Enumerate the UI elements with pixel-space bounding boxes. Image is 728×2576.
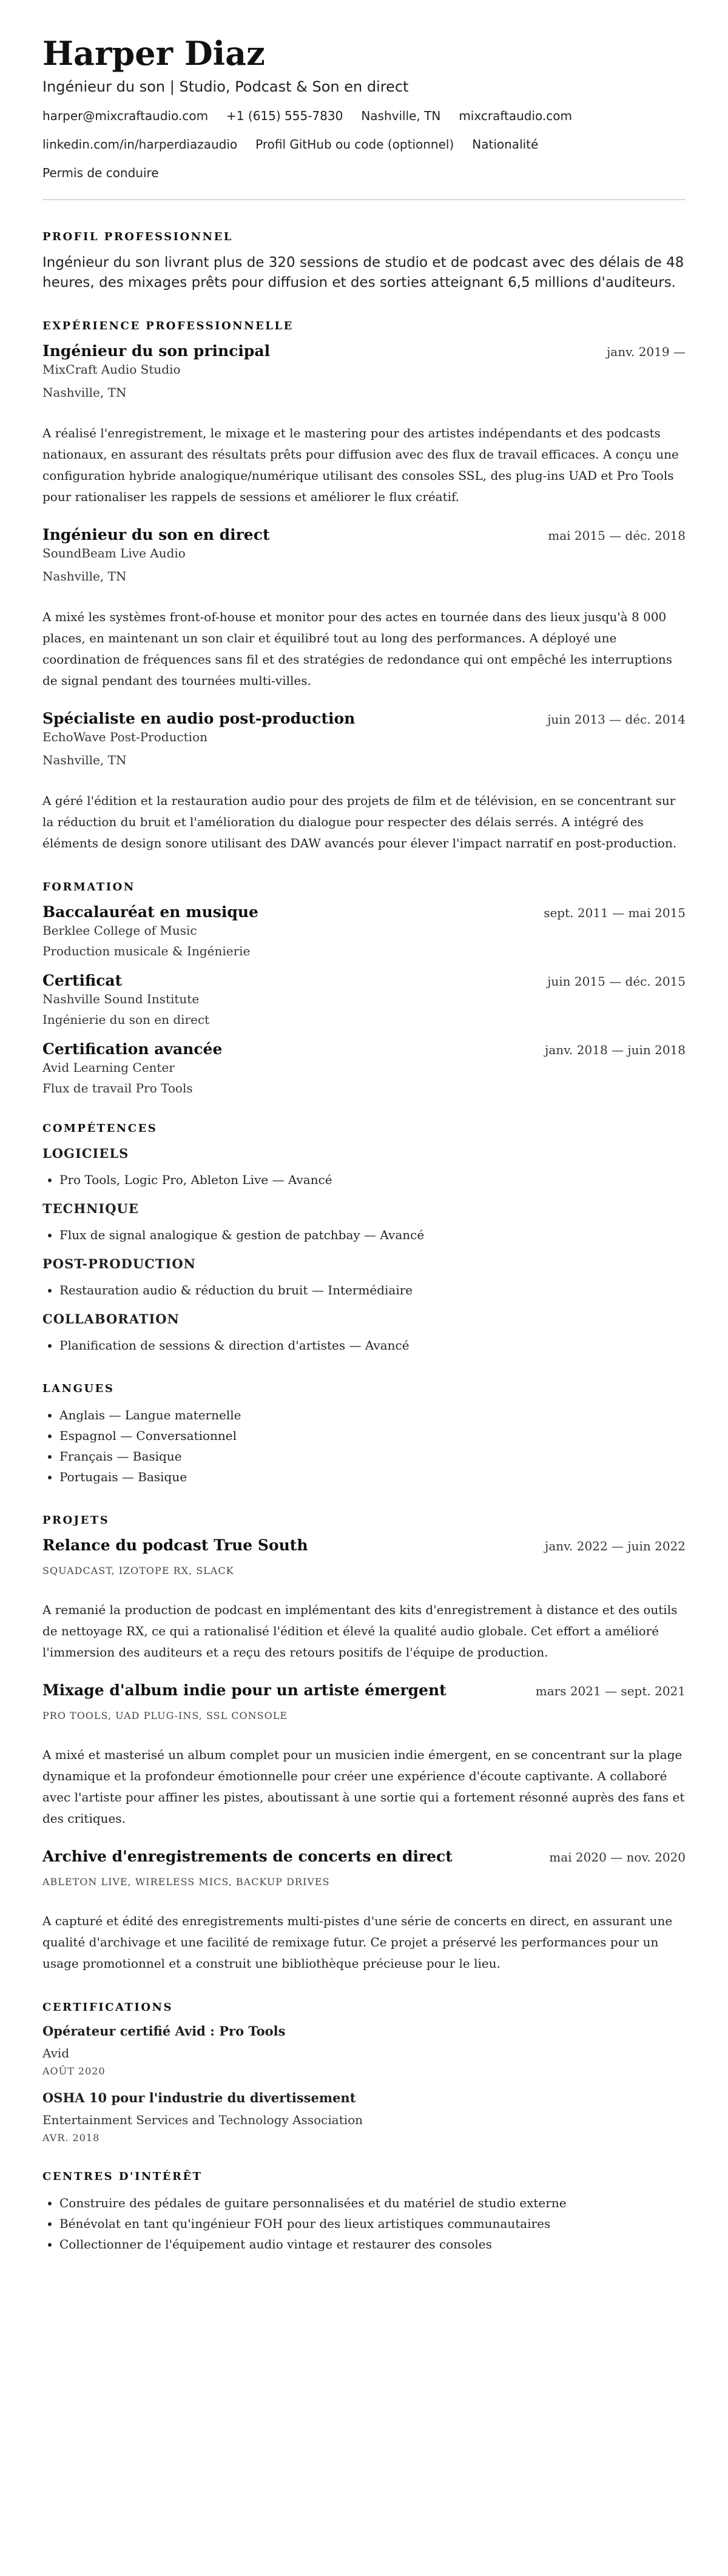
school-name: Avid Learning Center <box>42 1060 175 1075</box>
summary-section <box>42 230 686 294</box>
languages-section <box>42 1382 686 1487</box>
certification-issuer: Avid <box>42 2046 70 2061</box>
degree-title: Certification avancée <box>42 1040 223 1058</box>
degree-title: Certificat <box>42 972 123 990</box>
school-name: Nashville Sound Institute <box>42 992 200 1007</box>
degree-title: Baccalauréat en musique <box>42 903 258 921</box>
job-dates: mai 2015 — déc. 2018 <box>548 528 686 543</box>
job-location: Nashville, TN <box>42 569 127 584</box>
education-entry <box>42 972 686 1027</box>
list-item: • Restauration audio & réduction du bruit — Intermédiaire <box>59 1280 686 1300</box>
skill-category: LOGICIELS <box>42 1146 129 1162</box>
project-entry <box>42 1536 686 1663</box>
experience-entry <box>42 710 686 854</box>
job-dates: janv. 2019 — <box>607 345 686 360</box>
contact-phone[interactable]: +1 (615) 555-7830 <box>226 108 343 123</box>
section-title: COMPÉTENCES <box>42 1122 158 1135</box>
job-title: Ingénieur du son en direct <box>42 526 270 544</box>
certification-date: AOÛT 2020 <box>42 2065 106 2077</box>
project-dates: janv. 2022 — juin 2022 <box>545 1539 686 1554</box>
job-description: A géré l'édition et la restauration audio pour des projets de film et de télévision, en se concentrant sur la réduction du bruit et l'amélioration du dialogue pour respecter des délais serrés. A intégré des éléments de design sonore utilisant des DAW avancés pour élever l'impact narratif en post-production. <box>42 793 677 851</box>
study-field: Flux de travail Pro Tools <box>42 1081 193 1096</box>
interests-section <box>42 2170 686 2255</box>
skill-list <box>42 1280 686 1300</box>
certification-entry <box>42 2090 686 2144</box>
company-name: MixCraft Audio Studio <box>42 362 181 377</box>
project-entry <box>42 1848 686 1974</box>
contact-email[interactable]: harper@mixcraftaudio.com <box>42 108 209 123</box>
section-title: CENTRES D'INTÉRÊT <box>42 2170 203 2184</box>
skill-category: POST-PRODUCTION <box>42 1256 196 1272</box>
study-field: Production musicale & Ingénierie <box>42 944 251 959</box>
company-name: SoundBeam Live Audio <box>42 546 186 561</box>
job-dates: juin 2013 — déc. 2014 <box>547 712 686 727</box>
project-tech: PRO TOOLS, UAD PLUG-INS, SSL CONSOLE <box>42 1710 288 1722</box>
project-description: A mixé et masterisé un album complet pour un musicien indie émergent, en se concentrant sur la plage dynamique et la profondeur émotionnelle pour créer une expérience d'écoute captivante. A collaboré avec l'artiste pour affiner les pistes, aboutissant à une sortie qui a fortement résonné auprès des fans et des critiques. <box>42 1747 685 1826</box>
job-title: Ingénieur du son principal <box>42 342 271 360</box>
job-description: A réalisé l'enregistrement, le mixage et le mastering pour des artistes indépendants et des podcasts nationaux, en assurant des résultats prêts pour diffusion avec des flux de travail efficaces. A conçu une configuration hybride analogique/numérique utilisant des consoles SSL, des plug-ins UAD et Pro Tools pour rationaliser les rappels de sessions et améliorer le flux créatif. <box>42 426 679 505</box>
list-item: • Anglais — Langue maternelle <box>59 1405 686 1425</box>
education-dates: sept. 2011 — mai 2015 <box>544 906 686 921</box>
candidate-name: Harper Diaz <box>42 34 265 73</box>
headline: Ingénieur du son | Studio, Podcast & Son en direct <box>42 78 409 95</box>
contact-location: Nashville, TN <box>361 108 441 123</box>
summary-text: Ingénieur du son livrant plus de 320 sessions de studio et de podcast avec des délais de 48 heures, des mixages prêts pour diffusion et des sorties atteignant 6,5 millions d'auditeurs. <box>42 254 684 291</box>
education-dates: juin 2015 — déc. 2015 <box>547 974 686 989</box>
job-title: Spécialiste en audio post-production <box>42 710 356 728</box>
school-name: Berklee College of Music <box>42 923 197 938</box>
project-tech: ABLETON LIVE, WIRELESS MICS, BACKUP DRIVES <box>42 1876 330 1888</box>
certification-name: Opérateur certifié Avid : Pro Tools <box>42 2023 286 2039</box>
project-name: Archive d'enregistrements de concerts en direct <box>42 1848 453 1866</box>
list-item: • Français — Basique <box>59 1446 686 1467</box>
skill-category: COLLABORATION <box>42 1311 180 1327</box>
company-name: EchoWave Post-Production <box>42 730 208 745</box>
experience-section <box>42 320 686 854</box>
list-item: • Collectionner de l'équipement audio vintage et restaurer des consoles <box>59 2234 686 2255</box>
list-item: • Flux de signal analogique & gestion de patchbay — Avancé <box>59 1225 686 1245</box>
project-description: A capturé et édité des enregistrements multi-pistes d'une série de concerts en direct, en assurant une qualité d'archivage et une facilité de remixage futur. Ce projet a préservé les performances pour un usage promotionnel et a construit une bibliothèque précieuse pour le lieu. <box>42 1914 673 1971</box>
project-name: Relance du podcast True South <box>42 1536 308 1555</box>
project-description: A remanié la production de podcast en implémentant des kits d'enregistrement à distance et des outils de nettoyage RX, ce qui a rationalisé l'édition et élevé la qualité audio globale. Cet effort a amélioré l'immersion des auditeurs et a reçu des retours positifs de l'équipe de production. <box>42 1602 678 1660</box>
skill-category: TECHNIQUE <box>42 1201 139 1217</box>
skill-list <box>42 1169 686 1190</box>
education-dates: janv. 2018 — juin 2018 <box>545 1043 686 1058</box>
contact-website[interactable]: mixcraftaudio.com <box>459 108 572 123</box>
list-item: • Construire des pédales de guitare personnalisées et du matériel de studio externe <box>59 2193 686 2213</box>
project-dates: mars 2021 — sept. 2021 <box>535 1684 686 1699</box>
list-item: • Portugais — Basique <box>59 1467 686 1487</box>
interest-list <box>42 2193 686 2255</box>
study-field: Ingénierie du son en direct <box>42 1012 210 1027</box>
education-entry <box>42 903 686 958</box>
contact-info <box>42 110 686 195</box>
project-tech: SQUADCAST, IZOTOPE RX, SLACK <box>42 1565 234 1577</box>
job-location: Nashville, TN <box>42 385 127 400</box>
section-title: LANGUES <box>42 1382 115 1396</box>
job-description: A mixé les systèmes front-of-house et monitor pour des actes en tournée dans des lieux jusqu'à 8 000 places, en maintenant un son clair et équilibré tout au long des performances. A déployé une coordination de fréquences sans fil et des stratégies de redondance qui ont empêché les interruptions de signal pendant des tournées multi-villes. <box>42 610 673 688</box>
contact-github[interactable]: Profil GitHub ou code (optionnel) <box>255 136 454 152</box>
language-list <box>42 1405 686 1487</box>
education-entry <box>42 1040 686 1095</box>
projects-section <box>42 1514 686 1974</box>
certification-name: OSHA 10 pour l'industrie du divertissement <box>42 2090 356 2106</box>
list-item: • Pro Tools, Logic Pro, Ableton Live — Avancé <box>59 1169 686 1190</box>
experience-entry <box>42 526 686 691</box>
certification-issuer: Entertainment Services and Technology Association <box>42 2113 363 2128</box>
section-title: PROFIL PROFESSIONNEL <box>42 230 233 243</box>
contact-linkedin[interactable]: linkedin.com/in/harperdiazaudio <box>42 136 238 152</box>
skill-list <box>42 1335 686 1356</box>
certifications-section <box>42 2001 686 2144</box>
certification-date: AVR. 2018 <box>42 2132 100 2144</box>
contact-nationality: Nationalité <box>472 136 539 152</box>
skill-list <box>42 1225 686 1245</box>
list-item: • Planification de sessions & direction d'artistes — Avancé <box>59 1335 686 1356</box>
job-location: Nashville, TN <box>42 753 127 768</box>
project-dates: mai 2020 — nov. 2020 <box>549 1850 686 1865</box>
section-title: EXPÉRIENCE PROFESSIONNELLE <box>42 320 294 333</box>
section-title: CERTIFICATIONS <box>42 2001 173 2014</box>
section-title: FORMATION <box>42 881 135 894</box>
list-item: • Espagnol — Conversationnel <box>59 1425 686 1446</box>
experience-entry <box>42 342 686 508</box>
project-entry <box>42 1681 686 1829</box>
contact-license: Permis de conduire <box>42 165 159 180</box>
education-section <box>42 881 686 1095</box>
project-name: Mixage d'album indie pour un artiste émergent <box>42 1681 447 1700</box>
skills-section <box>42 1122 686 1356</box>
list-item: • Bénévolat en tant qu'ingénieur FOH pour des lieux artistiques communautaires <box>59 2213 686 2234</box>
certification-entry <box>42 2023 686 2077</box>
header-divider <box>42 199 686 200</box>
section-title: PROJETS <box>42 1514 110 1527</box>
